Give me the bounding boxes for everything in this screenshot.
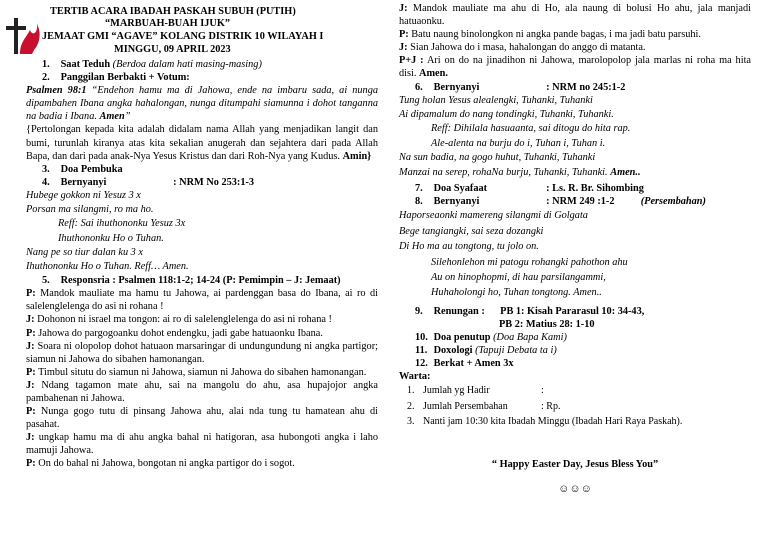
item-responsria: 5. Responsria : Psalmen 118:1-2; 14-24 (P: Pemimpin – J: Jemaat) (42, 275, 341, 287)
smiley-icon: ☺☺☺ (558, 483, 592, 495)
song-3: Haporseaonki mamereng silangmi di Golgata Bege tangiangki, sai seza dozangki Di Ho ma au tongtong, tu jolo on. Silehonlehon mi patogu rohangki pahothon ahu Au on hinophopmi, di hau parsilangammi, Huhaholongi ho, Tuhan tongtong. Amen.. (399, 210, 628, 299)
resp-line: P: On do bahal ni Jahowa, bongotan ni angka partigor do i sogot. (26, 458, 295, 470)
psalm-text: Psalmen 98:1 “Endehon hamu ma di Jahowa, ende na imbaru sada, ai nunga dipambahen Ibana angka hahalongan, nunga ditumpahi siamunna i dohot tanganna na badia i Ibana. Amen” (26, 85, 379, 123)
song-2: Tung holan Yesus alealengki, Tuhanki, Tuhanki Ai dipamalum do nang tondingki, Tuhanki, Tuhanki. Reff: Dihilala hasuaanta, sai ditogu do hita rap. Ale-alenta na burju do i, Tuhan i, Tuhan i. Na sun badia, na gogo huhut, Tuhanki, Tuhanki Manzai na serep, rohaNa burju, Tuhanki, Tuhanki. Amen.. (399, 94, 641, 178)
warta-item: 3. Nanti jam 10:30 kita Ibadah Minggu (Ibadah Hari Raya Paskah). (407, 416, 683, 428)
resp-line: J: Sian Jahowa do i masa, hahalongan do anggo di matanta. (399, 42, 646, 54)
closing-message: “ Happy Easter Day, Jesus Bless You” (491, 459, 659, 470)
item-doa-pembuka: 3. Doa Pembuka (42, 163, 123, 175)
header-line-4: MINGGU, 09 APRIL 2023 (114, 44, 231, 55)
resp-line: P: Nunga gogo tutu di pinsang Jahowa ahu, alai nda tung tu hamatean ahu di pasahat. (26, 406, 378, 431)
warta-list (399, 383, 751, 429)
header-line-1: TERTIB ACARA IBADAH PASKAH SUBUH (PUTIH) (50, 6, 296, 17)
resp-line: P+J : Ari on do na jinadihon ni Jahowa, marolopolop jala marlas ni roha ma hita disi. Amen. (399, 55, 751, 80)
resp-line: P: Jahowa do pargogoanku dohot endengku, jadi gabe hatuaonku Ibana. (26, 327, 323, 339)
resp-line: P: Batu naung binolongkon ni angka pande bagas, i ma jadi batu parsuhi. (399, 29, 701, 41)
resp-line: P: Mandok mauliate ma hamu tu Jahowa, ai pardenggan basa do Ibana, ai ro di salelenglelenga do asi ni rohana ! (26, 288, 378, 313)
item-bernyanyi-6: 6. Bernyanyi : NRM no 245:1-2 (415, 81, 626, 93)
header-line-3: JEMAAT GMI “AGAVE” KOLANG DISTRIK 10 WILAYAH I (42, 31, 324, 42)
item-bernyanyi-1: 4. Bernyanyi : NRM No 253:1-3 (42, 176, 255, 188)
item-bernyanyi-8: 8. Bernyanyi : NRM 249 :1-2 (Persembahan) (415, 196, 706, 208)
resp-line: J: Mandok mauliate ma ahu di Ho, ala naung di bolusi Ho ahu, jala manjadi hatuaonku. (399, 3, 751, 28)
header-line-2: “MARBUAH-BUAH IJUK” (105, 18, 230, 29)
responsria-right (399, 2, 751, 81)
resp-line: J: ungkap hamu ma di ahu angka bahal ni hatigoran, asa hubongoti angka i laho mamuji Jahowa. (26, 432, 378, 457)
church-logo-icon (4, 16, 42, 56)
item-doa-penutup: 10. Doa penutup (Doa Bapa Kami) (415, 331, 567, 343)
resp-line: P: Timbul situtu do siamun ni Jahowa, siamun ni Jahowa do sibahen hamonangan. (26, 366, 367, 378)
right-column (399, 2, 751, 430)
warta-item: 2. Jumlah Persembahan : Rp. (407, 400, 561, 412)
item-berkat: 12. Berkat + Amen 3x (415, 358, 514, 370)
item-doa-syafaat: 7. Doa Syafaat : Ls. R. Br. Sihombing (415, 183, 644, 195)
item-panggilan: 2. Panggilan Berbakti + Votum: (42, 72, 190, 84)
resp-line: J: Ndang tagamon mate ahu, sai na mangolu do ahu, asa hupajojor angka pambahenan ni Jahowa. (26, 379, 378, 404)
item-renungan: 9. Renungan : PB 1: Kisah Pararasul 10: 34-43, PB 2: Matius 28: 1-10 (415, 305, 645, 330)
song-1: Hubege gokkon ni Yesuz 3 x Porsan ma silangmi, ro ma ho. Reff: Sai ihuthononku Yesuz 3x Ihuthononku Ho o Tuhan. Nang pe so tiur dalan ku 3 x Ihuthononku Ho o Tuhan. Reff… Amen. (26, 189, 189, 272)
item-doxologi: 11. Doxologi (Tapuji Debata ta i) (415, 345, 557, 356)
votum-text: {Pertolongan kepada kita adalah didalam nama Allah yang menjadikan langit dan bumi, turunlah kiranya atas kita sekalian anugerah dan sejahtera dari pada Allah Bapa, dan dari pada anak-Nya Yesus Kristus dan dari Roh-Nya yang Kudus. Amin} (26, 124, 378, 162)
warta-item: 1. Jumlah yg Hadir : (407, 385, 544, 397)
item-saat-teduh: 1. Saat Teduh (Berdoa dalam hati masing-masing) (42, 59, 262, 70)
responsria-left (26, 287, 378, 470)
resp-line: J: Dohonon ni israel ma tongon: ai ro di salelenglelenga do asi ni rohana ! (26, 314, 332, 326)
warta-title: Warta: (399, 371, 431, 383)
resp-line: J: Soara ni olopolop dohot hatuaon marsaringar di undungundung ni angka partigor; siamun ni Jahowa do sibahen hamonangan. (26, 340, 378, 365)
left-column (26, 58, 378, 471)
